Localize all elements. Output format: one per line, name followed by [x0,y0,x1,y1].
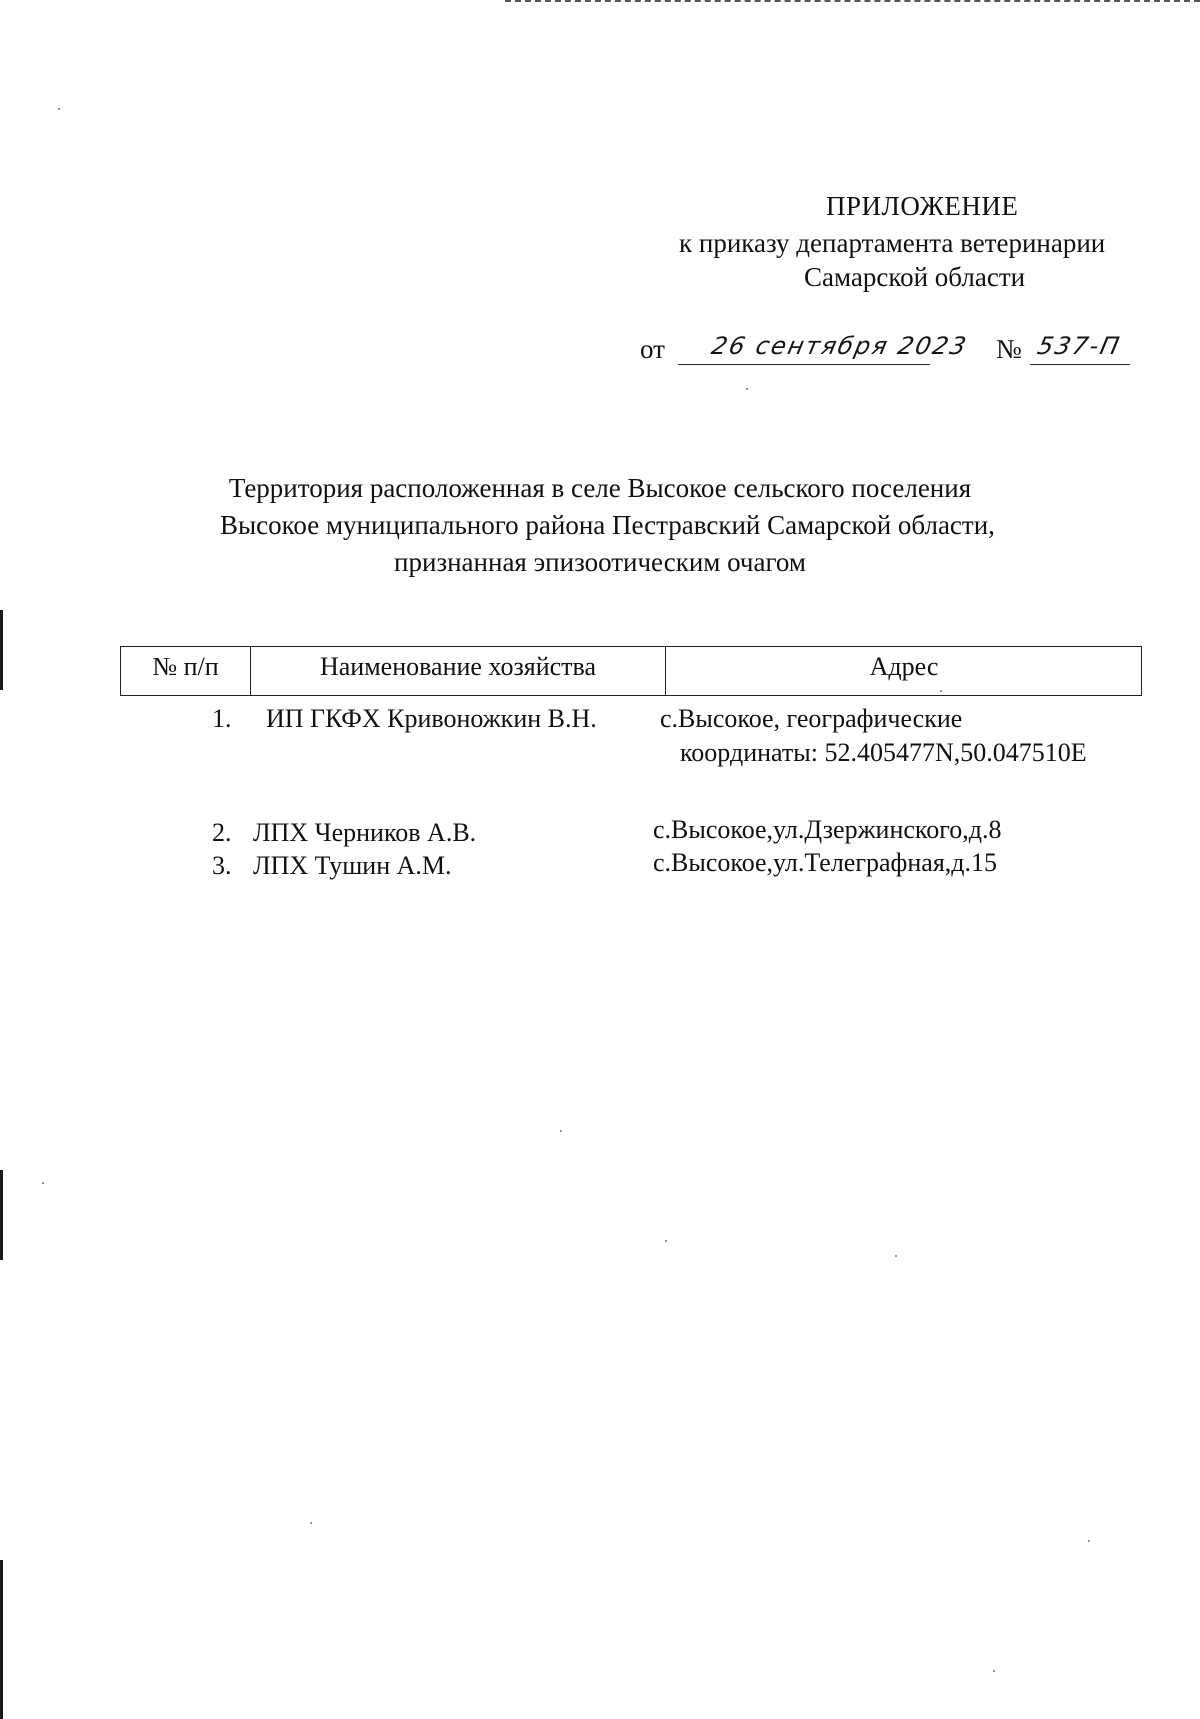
document-title-line3: признанная эпизоотическим очагом [394,547,806,577]
row-address-line1: с.Высокое,ул.Дзержинского,д.8 [653,815,1002,844]
row-address-line2: координаты: 52.405477N,50.047510E [680,738,1087,767]
row-address-line1: с.Высокое, географические [660,704,963,733]
document-title-line1: Территория расположенная в селе Высокое сельского поселения [228,473,972,503]
annex-title: ПРИЛОЖЕНИЕ [826,191,1019,221]
row-farm-name: ИП ГКФХ Кривоножкин В.Н. [266,704,597,733]
scan-left-edge-mark [0,610,3,690]
row-farm-name: ЛПХ Черников А.В. [253,818,477,847]
row-farm-name: ЛПХ Тушин А.М. [253,851,452,880]
table-header-row [120,646,1142,696]
scan-speck [310,1522,312,1524]
row-number: 3. [212,851,232,880]
column-header-farm-name: Наименование хозяйства [251,647,666,695]
handwritten-order-number: 537-П [1035,332,1124,360]
scan-top-edge [505,0,1200,4]
column-header-number: № п/п [121,647,251,695]
annex-subtitle-line1: к приказу департамента ветеринарии [679,228,1106,258]
farms-table [120,646,1142,880]
scan-speck [993,1670,995,1672]
scan-left-edge-mark [0,1560,3,1719]
scan-speck [42,1182,44,1184]
order-date-number-line [640,330,1130,370]
date-prefix-label: от [640,334,665,364]
scan-speck [665,1240,667,1242]
scan-speck [746,388,748,390]
scan-left-edge-mark [0,1170,3,1260]
column-header-address: Адрес [869,652,939,681]
document-title-line2: Высокое муниципального района Пестравский Самарской области, [220,510,995,540]
scan-speck [1088,1540,1090,1542]
document-title [220,470,995,581]
number-prefix-label: № [996,334,1022,364]
handwritten-date: 26 сентября 2023 [709,332,971,360]
scan-speck [895,1255,897,1257]
scan-speck [560,1130,562,1132]
row-address-line1: с.Высокое,ул.Телеграфная,д.15 [653,848,998,877]
row-number: 1. [212,704,232,733]
row-number: 2. [212,818,232,847]
annex-subtitle-line2: Самарской области [804,262,1026,292]
scan-speck [58,108,60,110]
